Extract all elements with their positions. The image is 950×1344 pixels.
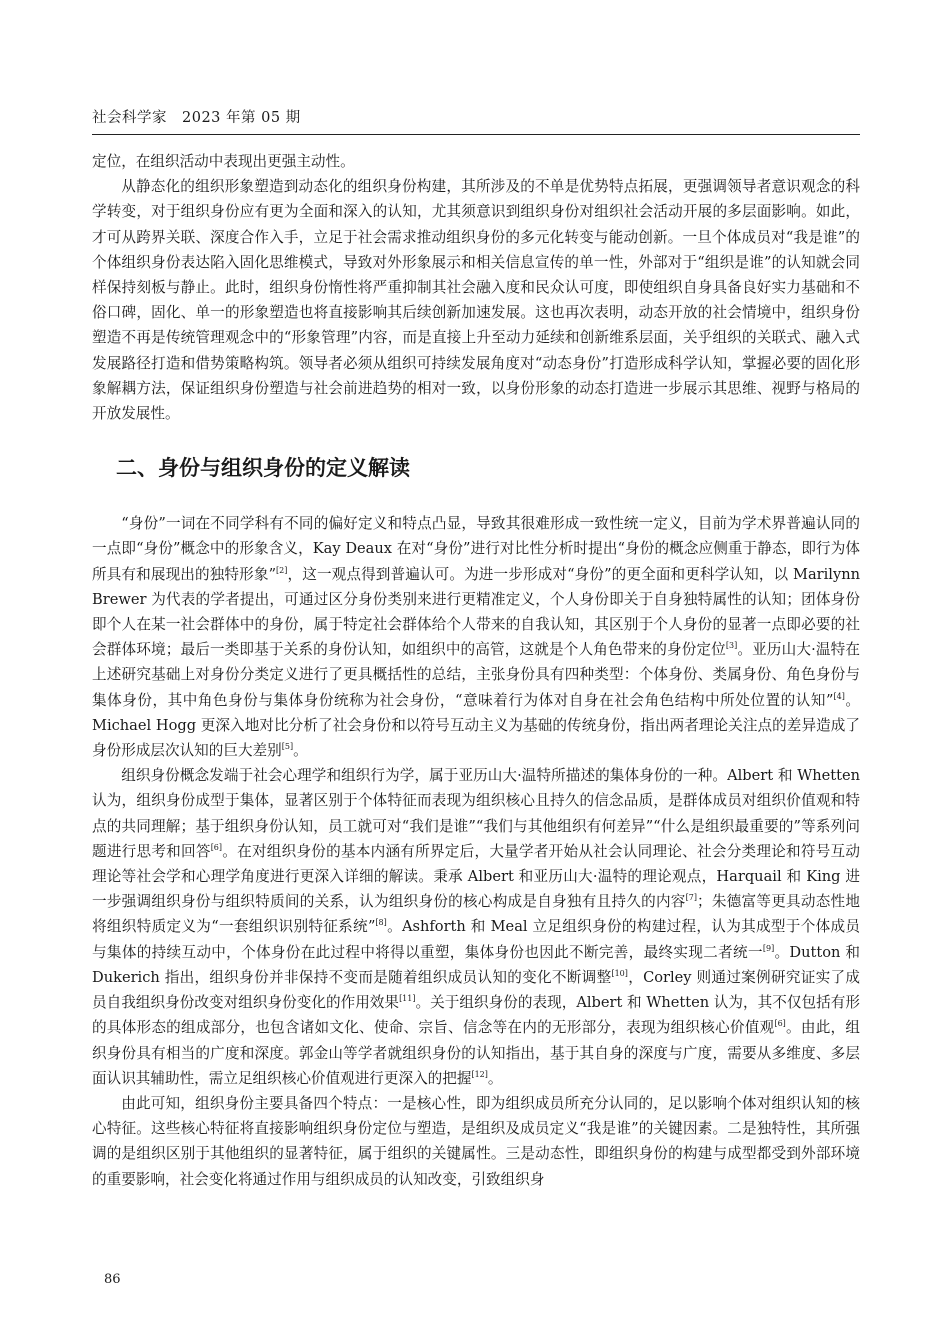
citation-ref: [5] <box>281 742 294 752</box>
main-text <box>92 149 860 1192</box>
citation-ref: [8] <box>375 918 387 928</box>
citation-ref: [9] <box>762 943 775 953</box>
paragraph-identity-definition: “身份”一词在不同学科有不同的偏好定义和特点凸显，导致其很难形成一致性统一定义，目前为学术界普遍认同的一点即“身份”概念中的形象含义，Kay Deaux 在对“身份”进行对比性分析时提出“身份的概念应侧重于静态，即行为体所具有和展现出的独特形象”[2]，这一观点得到普遍认可。为进一步形成对“身份”的更全面和更科学认知，以 Marilynn Brewer 为代表的学者提出，可通过区分身份类别来进行更精准定义，个人身份即关于自身独特属性的认知；团体身份即个人在某一社会群体中的身份，属于特定社会群体给个人带来的自我认知，其区别于个人身份的显著一点即必要的社会群体环境；最后一类即基于关系的身份认知，如组织中的高管，这就是个人角色带来的身份定位[3]。亚历山大·温特在上述研究基础上对身份分类定义进行了更具概括性的总结，主张身份具有四种类型：个体身份、类属身份、角色身份与集体身份，其中角色身份与集体身份统称为社会身份，“意味着行为体对自身在社会角色结构中所处位置的认知”[4]。Michael Hogg 更深入地对比分析了社会身份和以符号互动主义为基础的传统身份，指出两者理论关注点的差异造成了身份形成层次认知的巨大差别[5]。 <box>92 515 861 760</box>
section-heading: 二、身份与组织身份的定义解读 <box>116 456 410 481</box>
citation-ref: [6] <box>210 842 223 852</box>
citation-ref: [10] <box>611 968 628 978</box>
citation-ref: [2] <box>276 565 288 575</box>
header-rule <box>92 134 860 135</box>
citation-ref: [12] <box>471 1069 488 1079</box>
paragraph-dynamic-identity: 从静态化的组织形象塑造到动态化的组织身份构建，其所涉及的不单是优势特点拓展，更强调领导者意识观念的科学转变，对于组织身份应有更为全面和深入的认知，尤其须意识到组织身份对组织社会活动开展的多层面影响。如此，才可从跨界关联、深度合作入手，立足于社会需求推动组织身份的多元化转变与能动创新。一旦个体成员对“我是谁”的个体组织身份表达陷入固化思维模式，导致对外形象展示和相关信息宣传的单一性，外部对于“组织是谁”的认知就会同样保持刻板与静止。此时，组织身份惰性将严重抑制其社会融入度和民众认可度，即使组织自身具备良好实力基础和不俗口碑，固化、单一的形象塑造也将直接影响其后续创新加速发展。这也再次表明，动态开放的社会情境中，组织身份塑造不再是传统管理观念中的“形象管理”内容，而是直接上升至动力延续和创新维系层面，关乎组织的关联式、融入式发展路径打造和借势策略构筑。领导者必须从组织可持续发展角度对“动态身份”打造形成科学认知，掌握必要的固化形象解耦方法，保证组织身份塑造与社会前进趋势的相对一致，以身份形象的动态打造进一步展示其思维、视野与格局的开放发展性。 <box>92 178 860 423</box>
citation-ref: [3] <box>725 641 738 651</box>
page-number: 86 <box>104 1272 121 1287</box>
paragraph-continuation: 定位，在组织活动中表现出更强主动性。 <box>92 153 355 170</box>
paragraph-organizational-identity: 组织身份概念发端于社会心理学和组织行为学，属于亚历山大·温特所描述的集体身份的一种。Albert 和 Whetten 认为，组织身份成型于集体，显著区别于个体特征而表现为组织核心且持久的信念品质，是群体成员对组织价值观和特点的共同理解；基于组织身份认知，员工就可对“我们是谁”“我们与其他组织有何差异”“什么是组织最重要的”等系列问题进行思考和回答[6]。在对组织身份的基本内涵有所界定后，大量学者开始从社会认同理论、社会分类理论和符号互动理论等社会学和心理学角度进行更深入详细的解读。秉承 Albert 和亚历山大·温特的理论观点，Harquail 和 King 进一步强调组织身份与组织特质间的关系，认为组织身份的核心构成是自身独有且持久的内容[7]；朱德富等更具动态性地将组织特质定义为“一套组织识别特征系统”[8]。Ashforth 和 Meal 立足组织身份的构建过程，认为其成型于个体成员与集体的持续互动中，个体身份在此过程中将得以重塑，集体身份也因此不断完善，最终实现二者统一[9]。Dutton 和 Dukerich 指出，组织身份并非保持不变而是随着组织成员认知的变化不断调整[10]，Corley 则通过案例研究证实了成员自我组织身份改变对组织身份变化的作用效果[11]。关于组织身份的表现，Albert 和 Whetten 认为，其不仅包括有形的具体形态的组成部分，也包含诸如文化、使命、宗旨、信念等在内的无形部分，表现为组织核心价值观[6]。由此，组织身份具有相当的广度和深度。郭金山等学者就组织身份的认知指出，基于其自身的深度与广度，需要从多维度、多层面认识其辅助性，需立足组织核心价值观进行更深入的把握[12]。 <box>92 767 860 1087</box>
paragraph-four-characteristics: 由此可知，组织身份主要具备四个特点：一是核心性，即为组织成员所充分认同的，足以影响个体对组织认知的核心特征。这些核心特征将直接影响组织身份定位与塑造，是组织及成员定义“我是谁”的关键因素。二是独特性，其所强调的是组织区别于其他组织的显著特征，属于组织的关键属性。三是动态性，即组织身份的构建与成型都受到外部环境的重要影响，社会变化将通过作用与组织成员的认知改变，引致组织身 <box>92 1094 860 1188</box>
citation-ref: [11] <box>399 994 416 1004</box>
running-header: 社会科学家 2023 年第 05 期 <box>92 110 301 126</box>
citation-ref: [7] <box>685 893 697 903</box>
citation-ref: [4] <box>833 691 845 701</box>
citation-ref: [6] <box>774 1019 786 1029</box>
